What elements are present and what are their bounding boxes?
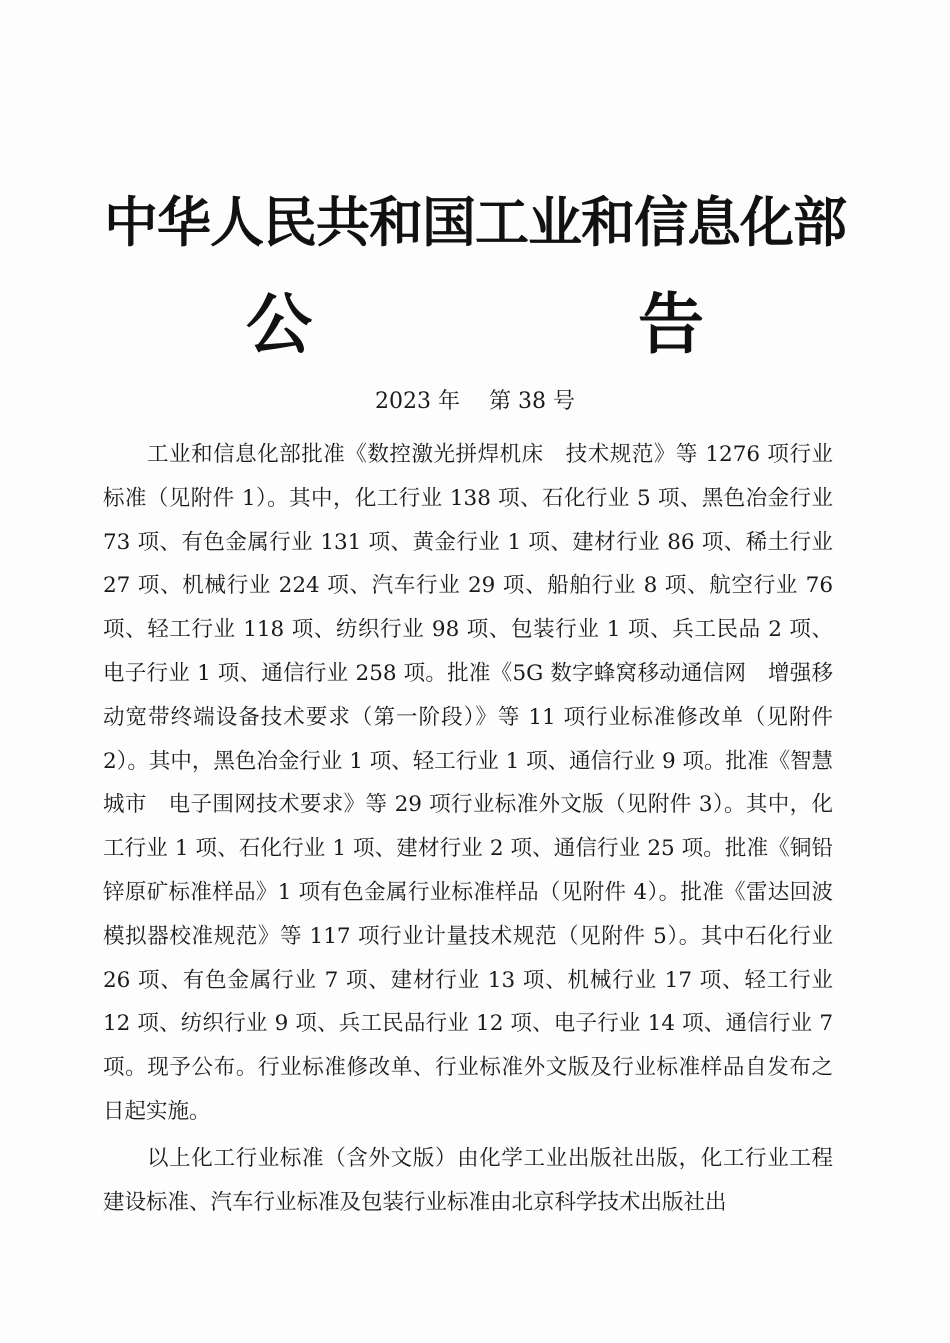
- document-number-line: [0, 386, 950, 418]
- document-number: 第 38 号: [489, 389, 575, 414]
- body-paragraph-2: 以上化工行业标准（含外文版）由化学工业出版社出版，化工行业工程建设标准、汽车行业标准及包装行业标准由北京科学技术出版社出: [103, 1145, 833, 1215]
- body-paragraph-1: 工业和信息化部批准《数控激光拼焊机床 技术规范》等 1276 项行业标准（见附件 1）。其中，化工行业 138 项、石化行业 5 项、黑色冶金行业 73 项、有色金属行业 131 项、黄金行业 1 项、建材行业 86 项、稀土行业 27 项、机械行业 224 项、汽车行业 29 项、船舶行业 8 项、航空行业 76 项、轻工行业 118 项、纺织行业 98 项、包装行业 1 项、兵工民品 2 项、电子行业 1 项、通信行业 258 项。批准《5G 数字蜂窝移动通信网 增强移动宽带终端设备技术要求（第一阶段）》等 11 项行业标准修改单（见附件 2）。其中，黑色冶金行业 1 项、轻工行业 1 项、通信行业 9 项。批准《智慧城市 电子围网技术要求》等 29 项行业标准外文版（见附件 3）。其中，化工行业 1 项、石化行业 1 项、建材行业 2 项、通信行业 25 项。批准《铜铅锌原矿标准样品》1 项有色金属行业标准样品（见附件 4）。批准《雷达回波模拟器校准规范》等 117 项行业计量技术规范（见附件 5）。其中石化行业 26 项、有色金属行业 7 项、建材行业 13 项、机械行业 17 项、轻工行业 12 项、纺织行业 9 项、兵工民品行业 12 项、电子行业 14 项、通信行业 7 项。现予公布。行业标准修改单、行业标准外文版及行业标准样品自发布之日起实施。: [103, 442, 833, 1124]
- document-year: 2023 年: [375, 389, 460, 414]
- issuing-organization-title: 中华人民共和国工业和信息化部: [104, 191, 846, 254]
- document-type-heading: 公 告: [246, 286, 834, 363]
- announcement-body: [103, 433, 833, 1227]
